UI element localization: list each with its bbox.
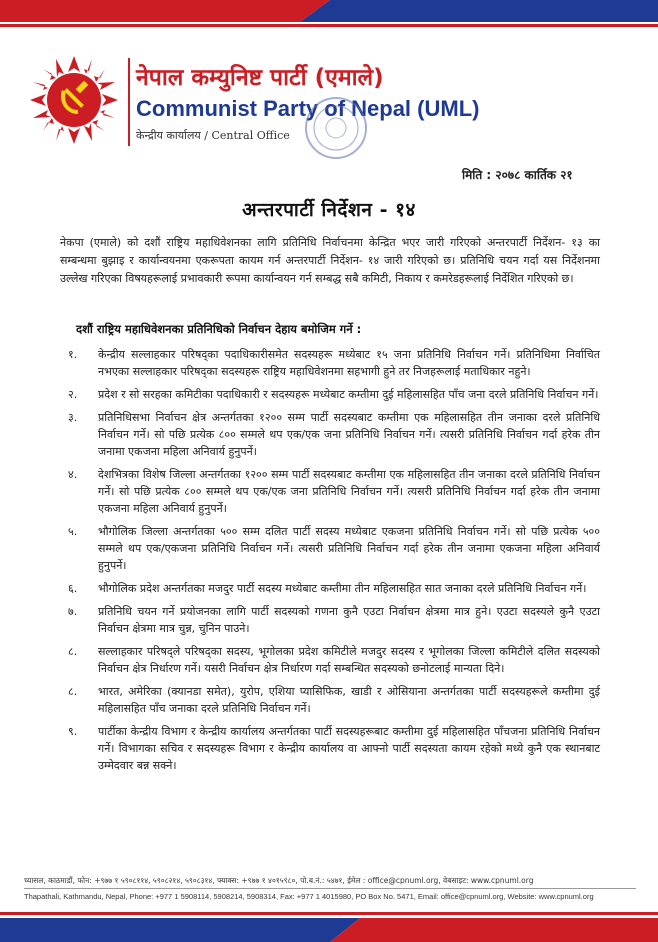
item-number: ५.: [68, 525, 78, 538]
item-text: केन्द्रीय सल्लाहकार परिषद्का पदाधिकारीसमेत सदस्यहरू मध्येबाट १५ जना प्रतिनिधि निर्वाचन गर्ने। प्रतिनिधिमा निर्वाचित नभएका सल्लाहकार परिषद्का सदस्यहरू राष्ट्रिय महाधिवेशनमा सहभागी हुने तर निजहरूलाई मताधिकार नहुने।: [98, 348, 600, 378]
org-name-english: Communist Party of Nepal (UML): [136, 96, 480, 121]
item-text: प्रतिनिधिसभा निर्वाचन क्षेत्र अन्तर्गतका १२०० सम्म पार्टी सदस्यबाट कम्तीमा एक महिलासहित तीन जनाका दरले प्रतिनिधि निर्वाचन गर्ने। सो पछि प्रत्येक ८०० सम्मले थप एक/एक जना प्रतिनिधि निर्वाचन गर्ने। त्यसरी प्रतिनिधि निर्वाचन गर्दा हरेक तीन जनामा एकजना महिला अनिवार्य हुनुपर्ने।: [98, 411, 600, 458]
list-item: [60, 386, 600, 403]
bottom-decorative-band: [0, 906, 658, 942]
item-number: १.: [68, 348, 78, 361]
list-item: [60, 683, 600, 717]
office-label: केन्द्रीय कार्यालय / Central Office: [136, 129, 290, 142]
item-text: प्रतिनिधि चयन गर्ने प्रयोजनका लागि पार्टी सदस्यको गणना कुनै एउटा निर्वाचन क्षेत्रमा मात्र हुने। एउटा सदस्यले कुनै एउटा निर्वाचन क्षेत्रमा मात्र चुन्न, चुनिन पाउने।: [98, 605, 600, 635]
list-item: [60, 466, 600, 517]
item-number: ९.: [68, 725, 78, 738]
item-number: ७.: [68, 605, 78, 618]
item-number: ३.: [68, 411, 78, 424]
directive-list: [60, 346, 600, 780]
document-date: मिति : २०७८ कार्तिक २१: [462, 168, 573, 182]
item-text: सल्लाहकार परिषद्ले परिषद्का सदस्य, भूगोलका प्रदेश कमिटीले मजदुर सदस्य र भूगोलका जिल्ला कमिटीले दलित सदस्यको निर्वाचन क्षेत्र निर्धारण गर्ने। यसरी निर्वाचन क्षेत्र निर्धारण गर्दा सम्बन्धित सदस्यको छनोटलाई मान्यता दिने।: [98, 645, 600, 675]
intro-paragraph: नेकपा (एमाले) को दशौं राष्ट्रिय महाधिवेशनका लागि प्रतिनिधि निर्वाचनमा केन्द्रित भएर जारी गरिएको अन्तरपार्टी निर्देशन- १३ का सम्बन्धमा बुझाइ र कार्यान्वयनमा एकरूपता कायम गर्न अन्तरपार्टी निर्देशन- १४ जारी गरिएको छ। प्रतिनिधि चयन गर्दा यस निर्देशनमा उल्लेख गरिएका विषयहरूलाई प्रभावकारी रूपमा कार्यान्वयन गर्न सम्बद्ध सबै कमिटी, निकाय र कमरेडहरूलाई निर्देशित गरिएको छ।: [60, 236, 600, 285]
item-text: भारत, अमेरिका (क्यानडा समेत), युरोप, एशिया प्यासिफिक, खाडी र ओसियाना अन्तर्गतका पार्टी सदस्यहरूले कम्तीमा दुई महिलासहित पाँच जनाका दरले प्रतिनिधि निर्वाचन गर्ने।: [98, 685, 600, 715]
office-seal-icon: [300, 92, 372, 164]
item-text: भौगोलिक जिल्ला अन्तर्गतका ५०० सम्म दलित पार्टी सदस्य मध्येबाट एकजना प्रतिनिधि निर्वाचन गर्ने। सो पछि प्रत्येक ५०० सम्मले थप एक/एकजना प्रतिनिधि निर्वाचन गर्ने। त्यसरी प्रतिनिधि निर्वाचन गर्दा हरेक तीन जनामा एकजना महिला अनिवार्य हुनुपर्ने।: [98, 525, 600, 572]
section-heading: दशौं राष्ट्रिय महाधिवेशनका प्रतिनिधिको निर्वाचन देहाय बमोजिम गर्ने :: [76, 322, 362, 336]
footer-address-english: Thapathali, Kathmandu, Nepal, Phone: +977 1 5908114, 5908214, 5908314, Fax: +977 1 4015980, PO Box No. 5471, Email: office@cpnuml.org, Website: www.cpnuml.org: [24, 892, 594, 901]
item-number: ८.: [68, 645, 78, 658]
list-item: [60, 643, 600, 677]
list-item: [60, 723, 600, 774]
item-text: प्रदेश र सो सरहका कमिटीका पदाधिकारी र सदस्यहरू मध्येबाट कम्तीमा दुई महिलासहित पाँच जना दरले प्रतिनिधि निर्वाचन गर्ने।: [98, 388, 599, 401]
org-name-nepali: नेपाल कम्युनिष्ट पार्टी (एमाले): [136, 65, 384, 91]
item-number: ६.: [68, 582, 78, 595]
footer-address-nepali: च्यासल, काठमाडौं, फोन: +९७७ १ ५९०८११४, ५९०८२१४, ५९०८३१४, फ्याक्स: +९७७ १ ४०१५९८०, पो.ब.नं.: ५४७१, ईमेल : office@cpnuml.org, वेबसाइट: www.cpnuml.org: [24, 876, 534, 885]
list-item: [60, 603, 600, 637]
party-emblem-icon: [28, 54, 120, 146]
list-item: [60, 409, 600, 460]
item-number: ८.: [68, 685, 78, 698]
item-text: भौगोलिक प्रदेश अन्तर्गतका मजदुर पार्टी सदस्य मध्येबाट कम्तीमा तीन महिलासहित सात जनाका दरले प्रतिनिधि निर्वाचन गर्ने।: [98, 582, 587, 595]
item-number: ४.: [68, 468, 78, 481]
item-text: देशभित्रका विशेष जिल्ला अन्तर्गतका १२०० सम्म पार्टी सदस्यबाट कम्तीमा एक महिलासहित तीन जनाका दरले प्रतिनिधि निर्वाचन गर्ने। सो पछि प्रत्येक ८०० सम्मले थप एक/एक जना प्रतिनिधि निर्वाचन गर्ने। त्यसरी प्रतिनिधि निर्वाचन गर्दा हरेक तीन जनामा एकजना महिला अनिवार्य हुनुपर्ने।: [98, 468, 600, 515]
list-item: [60, 346, 600, 380]
letterhead: [0, 40, 658, 150]
list-item: [60, 523, 600, 574]
top-decorative-band: [0, 0, 658, 30]
item-text: पार्टीका केन्द्रीय विभाग र केन्द्रीय कार्यालय अन्तर्गतका पार्टी सदस्यहरूबाट कम्तीमा दुई महिलासहित पाँचजना प्रतिनिधि निर्वाचन गर्ने। विभागका सचिव र सदस्यहरू विभाग र केन्द्रीय कार्यालय वा आफ्नो पार्टी सदस्यता कायम रहेको मध्ये कुनै एक स्थानबाट उम्मेदवार बन्न सक्ने।: [98, 725, 600, 772]
item-number: २.: [68, 388, 78, 401]
footer-divider: [24, 888, 636, 889]
header-divider: [128, 58, 130, 146]
list-item: [60, 580, 600, 597]
document-title: अन्तरपार्टी निर्देशन - १४: [242, 199, 416, 221]
